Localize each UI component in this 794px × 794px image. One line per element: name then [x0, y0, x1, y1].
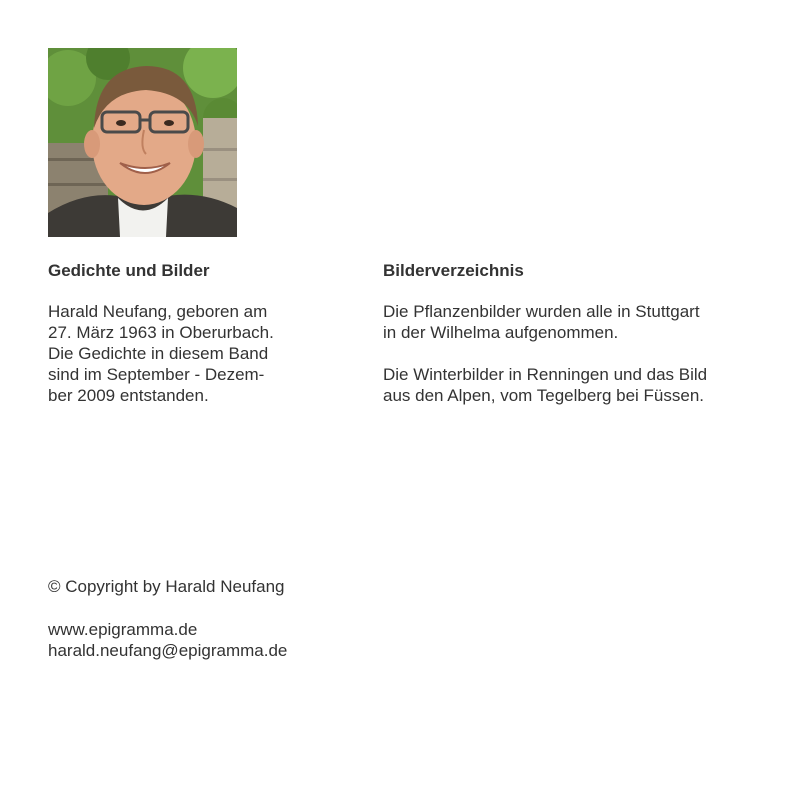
bio-paragraph — [48, 301, 348, 406]
portrait-illustration — [48, 48, 237, 237]
image-index-section — [383, 260, 763, 406]
spacer — [48, 597, 287, 619]
plant-images-line: Die Pflanzenbilder wurden alle in Stuttgart — [383, 302, 700, 321]
copyright-text: © Copyright by Harald Neufang — [48, 577, 285, 596]
bio-line: 27. März 1963 in Oberurbach. — [48, 323, 274, 342]
email-link[interactable]: harald.neufang@epigramma.de — [48, 641, 288, 660]
bio-line: Harald Neufang, geboren am — [48, 302, 268, 321]
website-link[interactable]: www.epigramma.de — [48, 620, 198, 639]
about-heading: Gedichte und Bilder — [48, 261, 210, 280]
plant-images-paragraph — [383, 301, 763, 343]
image-index-heading: Bilderverzeichnis — [383, 261, 524, 280]
about-section — [48, 260, 348, 406]
winter-images-paragraph — [383, 364, 763, 406]
copyright-section — [48, 576, 287, 661]
winter-images-line: Die Winterbilder in Renningen und das Bild — [383, 365, 708, 384]
bio-line: ber 2009 entstanden. — [48, 386, 209, 405]
bio-line: sind im September - Dezem- — [48, 365, 265, 384]
bio-line: Die Gedichte in diesem Band — [48, 344, 269, 363]
plant-images-line: in der Wilhelma aufgenommen. — [383, 323, 619, 342]
author-photo — [48, 48, 237, 237]
winter-images-line: aus den Alpen, vom Tegelberg bei Füssen. — [383, 386, 705, 405]
